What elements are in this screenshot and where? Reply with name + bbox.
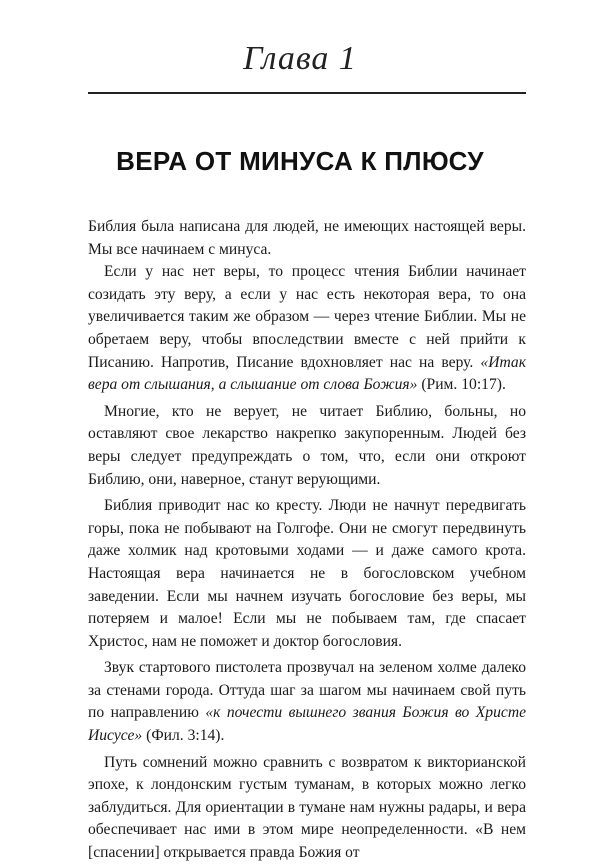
paragraph-5-ref: (Фил. 3:14).	[142, 727, 225, 745]
paragraph-3: Многие, кто не верует, не читает Библию, больны, но оставляют свое лекарство накрепко закупоренным. Людей без веры следует предупреждать о том, что, если они откроют Библию, они, наверное, станут верующими.	[88, 402, 526, 488]
scripture-quote-romans: «Итак вера от слышания, а слышание от слова Божия»	[88, 353, 526, 394]
paragraph-2-text: Если у нас нет веры, то процесс чтения Библии начинает созидать эту веру, а если у нас есть некоторая вера, то она увеличивается таким же образом — через чтение Библии. Мы не обретаем веру, чтобы впоследствии вместе с ней прийти к Писанию. Напротив, Писание вдохновляет нас на веру.	[88, 263, 526, 371]
chapter-rule	[88, 92, 526, 94]
paragraph-2	[88, 261, 526, 397]
paragraph-5	[88, 657, 526, 747]
chapter-heading: Глава 1	[243, 40, 357, 77]
scripture-quote-philippians: «к почести вышнего звания Божия во Христе Иисусе»	[88, 704, 527, 745]
paragraph-5-text: Звук стартового пистолета прозвучал на зеленом холме далеко за стенами города. Оттуда шаг за шагом мы начинаем свой путь по направлению	[88, 659, 526, 722]
paragraph-1: Библия была написана для людей, не имеющих настоящей веры. Мы все начинаем с минуса.	[88, 218, 526, 258]
paragraph-4: Библия приводит нас ко кресту. Люди не начнут передвигать горы, пока не побывают на Голгофе. Они не смогут передвинуть даже холмик над кротовыми ходами — и даже самого крота. Настоящая вера начинается не в богословском учебном заведении. Если мы начнем изучать богословие без веры, мы потеряем и малое! Если мы не побываем там, где спасает Христос, нам не поможет и доктор богословия.	[88, 497, 526, 650]
paragraph-2-ref: (Рим. 10:17).	[417, 376, 506, 394]
chapter-body	[88, 216, 526, 865]
chapter-title: ВЕРА ОТ МИНУСА К ПЛЮСУ	[116, 146, 484, 176]
paragraph-6: Путь сомнений можно сравнить с возвратом к викторианской эпохе, к лондонским густым туманам, в которых можно легко заблудиться. Для ориентации в тумане нам нужны радары, и вера обеспечивает нас ими в этом мире неопределенности. «В нем [спасении] открывается правда Божия от	[88, 753, 526, 862]
